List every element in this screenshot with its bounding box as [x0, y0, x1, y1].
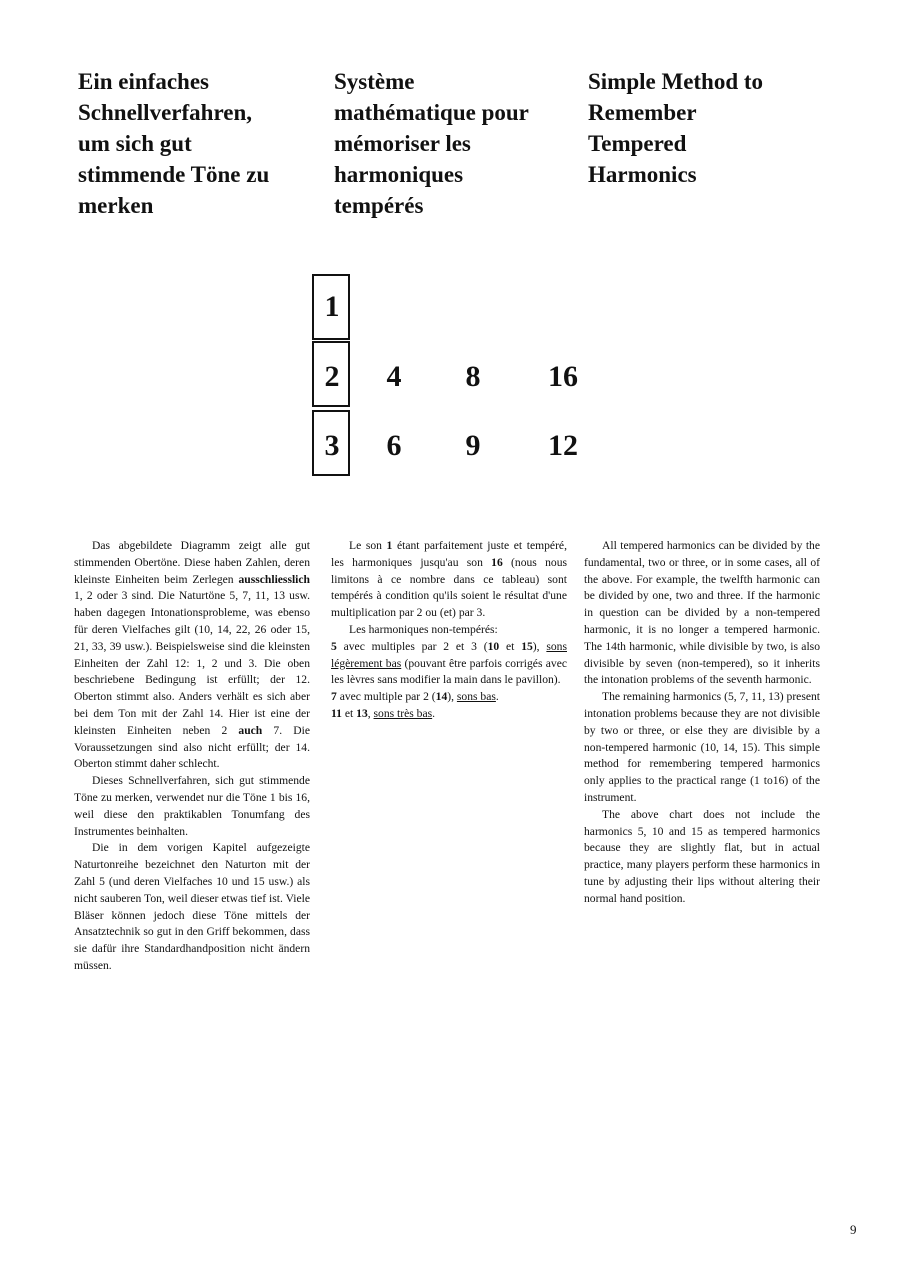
- text-run-bold: 5: [331, 639, 337, 653]
- diagram-cell: 16: [548, 360, 578, 393]
- english-paragraph-1: All tempered harmonics can be divided by the fundamental, two or three, or in some cases, all of the above. For example, the twelfth harmonic can be divided by one, two and three. If the harmonic in question can be divided by a non-tempered harmonic, it is no longer a tempered harmonic. The 14th harmonic, while divisible by two, is also divisible by seven (non-tempered), so it inherits the intonation problems of the seventh harmonic.: [584, 539, 820, 687]
- german-paragraph-1: [74, 538, 310, 773]
- text-run: avec multiples par 2 et 3 (: [336, 639, 488, 653]
- diagram-cell: 3: [324, 429, 340, 462]
- text-run: (pouvant être parfois corrigés avec les lèvres sans modifier la main dans le pavillon).: [331, 656, 567, 687]
- text-run: étant parfaitement juste et tempéré, les harmoniques jusqu'au son: [331, 539, 567, 569]
- text-run-bold: ausschliesslich: [238, 572, 310, 586]
- text-run-underlined: sons légèrement bas: [331, 639, 567, 670]
- text-run: avec multiple par 2 (: [336, 690, 436, 704]
- text-run-bold: 16: [491, 555, 503, 569]
- text-run-bold: 14: [435, 690, 448, 704]
- french-paragraph-4: [331, 689, 567, 706]
- text-run: ),: [532, 639, 547, 653]
- diagram-cell: 12: [548, 429, 578, 462]
- text-run-bold: 7: [331, 690, 337, 704]
- text-run-underlined: sons très bas: [373, 706, 433, 720]
- text-run: et: [341, 706, 357, 720]
- german-column: [74, 538, 310, 975]
- diagram-cell: 2: [324, 360, 340, 393]
- french-paragraph-3: [331, 639, 567, 689]
- text-run: et: [499, 639, 522, 653]
- text-run-underlined: sons bas: [456, 690, 496, 704]
- text-run-bold: 10: [487, 639, 500, 653]
- english-paragraph-3: The above chart does not include the harmonics 5, 10 and 15 as tempered harmonics because they are slightly flat, but in actual practice, many players perform these harmonics in tune by adjusting their lips without altering their normal hand position.: [584, 807, 820, 905]
- heading-english: Simple Method to Remember Tempered Harmonics: [588, 69, 764, 187]
- text-run-bold: 13: [356, 706, 368, 720]
- diagram-cell: 1: [324, 290, 340, 323]
- german-paragraph-3: Die in dem vorigen Kapitel aufgezeigte Naturtonreihe bezeichnet den Naturton mit der Zahl 5 (und deren Vielfaches 10 und 15 usw.) als nicht sauberen Ton, weil dieser etwas tief ist. Viele Bläser können jedoch diese Töne mittels der Ansatztechnik so gut in den Griff bekommen, dass sie dafür ihre Standardhandposition nicht ändern müssen.: [74, 841, 310, 972]
- text-run: 1, 2 oder 3 sind. Die Naturtöne 5, 7, 11, 13 usw. haben dagegen Intonationsprobleme, was ebenso für deren Vielfaches gilt (10, 14, 22, 26 oder 15, 21, 33, 39 usw.). Beispielsweise sind die kleinsten Einheiten der Zahl 12: 1, 2 und 3. Die oben beschriebene Bedingung ist erfüllt; der 12. Oberton stimmt also. Anders verhält es sich aber bei dem Ton mit der Zahl 14. Hier ist eine der kleinsten Einheiten neben 2: [74, 589, 310, 737]
- french-paragraph-5: [331, 706, 567, 723]
- harmonics-diagram: [312, 274, 612, 478]
- heading-german: Ein einfaches Schnellverfahren, um sich gut stimmende Töne zu merken: [78, 69, 270, 218]
- text-run: .: [495, 690, 499, 704]
- diagram-cell: 4: [386, 360, 402, 393]
- heading-french: Système mathématique pour mémoriser les harmoniques tempérés: [334, 69, 529, 218]
- text-run-bold: auch: [238, 723, 263, 737]
- diagram-cell: 8: [465, 360, 481, 393]
- french-paragraph-2: Les harmoniques non-tempérés:: [349, 622, 498, 636]
- text-run-bold: 11: [331, 706, 342, 720]
- text-run-bold: 15: [521, 639, 533, 653]
- diagram-cell: 6: [386, 429, 402, 462]
- english-column: [584, 538, 820, 908]
- text-run: 7. Die Voraussetzungen sind also nicht erfüllt; der 14. Oberton stimmt daher schlecht.: [74, 723, 311, 771]
- text-run: .: [432, 706, 436, 720]
- text-run: (nous nous limitons à ce nombre dans ce tableau) sont tempérés à condition qu'ils soient le résultat d'une multiplication par 2 ou (et) par 3.: [331, 555, 567, 620]
- text-run: ,: [367, 706, 374, 720]
- text-run: ),: [447, 690, 457, 704]
- diagram-cell: 9: [465, 429, 481, 462]
- page-number: 9: [850, 1222, 857, 1237]
- german-paragraph-2: Dieses Schnellverfahren, sich gut stimmende Töne zu merken, verwendet nur die Töne 1 bis 16, weil diese den praktikablen Tonumfang des Instrumentes beinhalten.: [74, 774, 310, 838]
- french-column: [331, 538, 567, 723]
- text-run: Le son: [349, 539, 387, 552]
- text-run-bold: 1: [386, 539, 393, 552]
- english-paragraph-2: The remaining harmonics (5, 7, 11, 13) present intonation problems because they are not divisible by two or three, or else they are divisible by a non-tempered harmonic (10, 14, 15). This simple method for remembering tempered harmonics only applies to the practical range (1 to16) of the instrument.: [584, 690, 820, 804]
- french-paragraph-1: [331, 538, 567, 622]
- text-run: Das abgebildete Diagramm zeigt alle gut stimmenden Obertöne. Diese haben Zahlen, deren kleinste Einheiten beim Zerlegen: [74, 539, 310, 586]
